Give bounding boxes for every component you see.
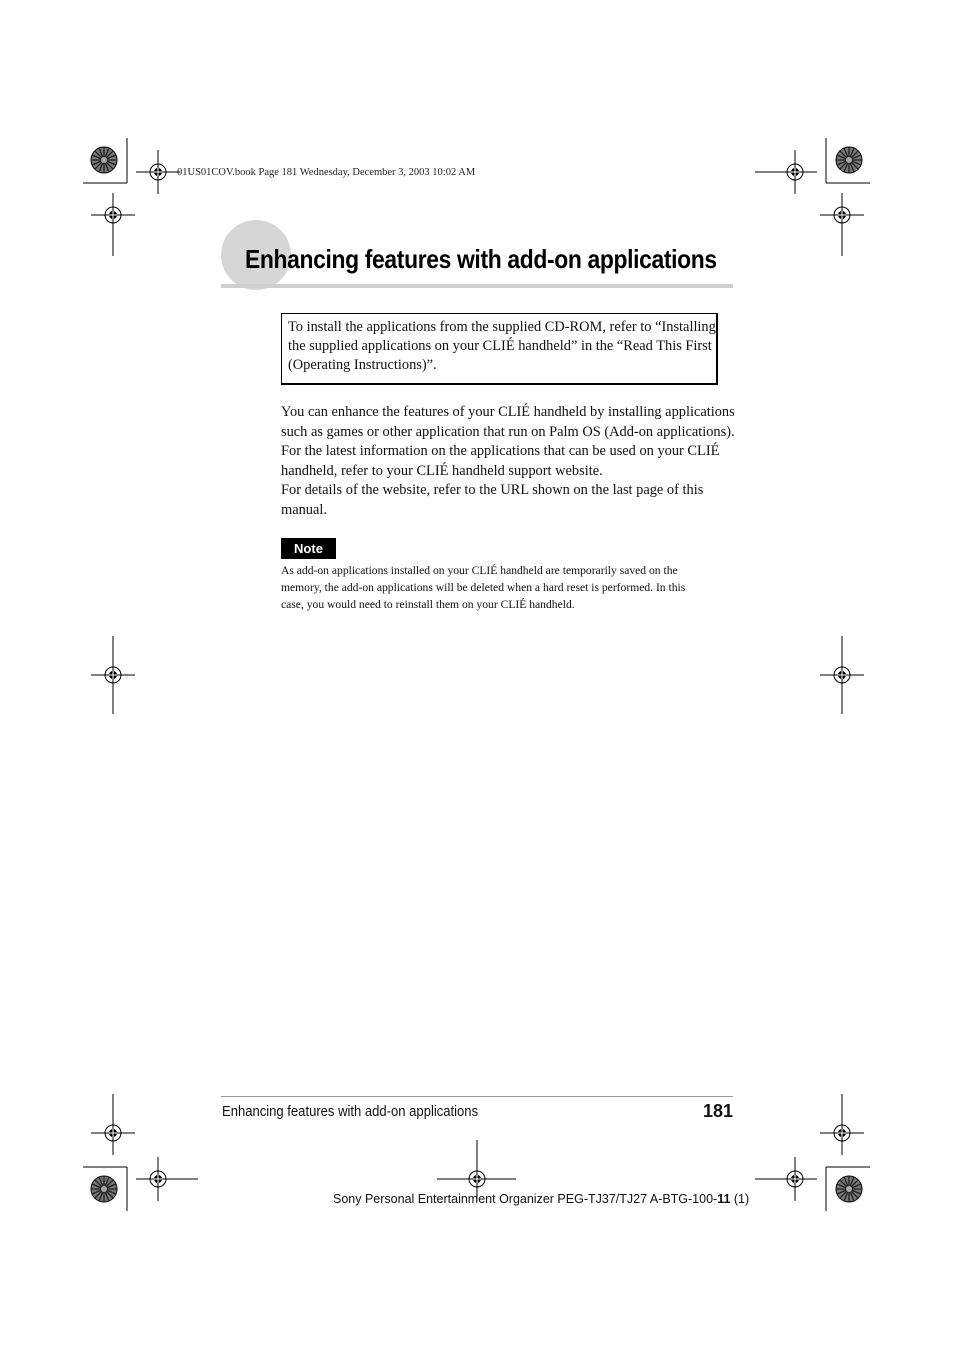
registration-mark-icon: [773, 1157, 817, 1201]
reference-line: (Operating Instructions)”.: [288, 357, 437, 373]
reference-line: To install the applications from the supplied CD-ROM, refer to “Installing: [288, 319, 716, 335]
reference-line: the supplied applications on your CLIÉ handheld” in the “Read This First: [288, 338, 712, 354]
title-underline: [221, 284, 733, 288]
printer-info: 01US01COV.book Page 181 Wednesday, December 3, 2003 10:02 AM: [177, 167, 476, 178]
note-label: Note: [281, 538, 336, 559]
model-info: [333, 1192, 749, 1206]
registration-mark-icon: [91, 1111, 135, 1155]
body-line: For the latest information on the applications that can be used on your CLIÉ: [281, 443, 720, 460]
color-wheel-icon: [91, 147, 117, 173]
footer-section-title: Enhancing features with add-on applications: [222, 1104, 479, 1120]
registration-mark-icon: [91, 193, 135, 237]
registration-mark-icon: [820, 1111, 864, 1155]
note-text: [281, 562, 685, 613]
body-line: manual.: [281, 501, 327, 518]
registration-mark-icon: [136, 150, 180, 194]
model-bold: 11: [717, 1192, 731, 1206]
model-prefix: Sony Personal Entertainment Organizer PEG-TJ37/TJ27 A-BTG-100-: [333, 1192, 718, 1206]
reference-box: [281, 313, 718, 385]
color-wheel-icon: [91, 1176, 117, 1202]
footer-rule: [221, 1096, 733, 1097]
note-line: case, you would need to reinstall them on your CLIÉ handheld.: [281, 598, 575, 611]
body-text: [281, 403, 733, 521]
body-line: such as games or other application that run on Palm OS (Add-on applications).: [281, 423, 735, 440]
registration-mark-icon: [820, 193, 864, 237]
color-wheel-icon: [836, 147, 862, 173]
note-line: memory, the add-on applications will be deleted when a hard reset is performed. In this: [281, 581, 686, 594]
registration-mark-icon: [136, 1157, 180, 1201]
body-line: You can enhance the features of your CLIÉ handheld by installing applications: [281, 404, 735, 420]
registration-mark-icon: [820, 653, 864, 697]
color-wheel-icon: [836, 1176, 862, 1202]
model-suffix: (1): [730, 1192, 750, 1206]
body-line: For details of the website, refer to the URL shown on the last page of this: [281, 482, 704, 499]
page-number: 181: [702, 1101, 733, 1121]
body-line: handheld, refer to your CLIÉ handheld support website.: [281, 462, 603, 479]
page-title: Enhancing features with add-on applications: [245, 244, 717, 274]
registration-mark-icon: [773, 150, 817, 194]
registration-mark-icon: [91, 653, 135, 697]
note-line: As add-on applications installed on your CLIÉ handheld are temporarily saved on the: [281, 564, 678, 577]
